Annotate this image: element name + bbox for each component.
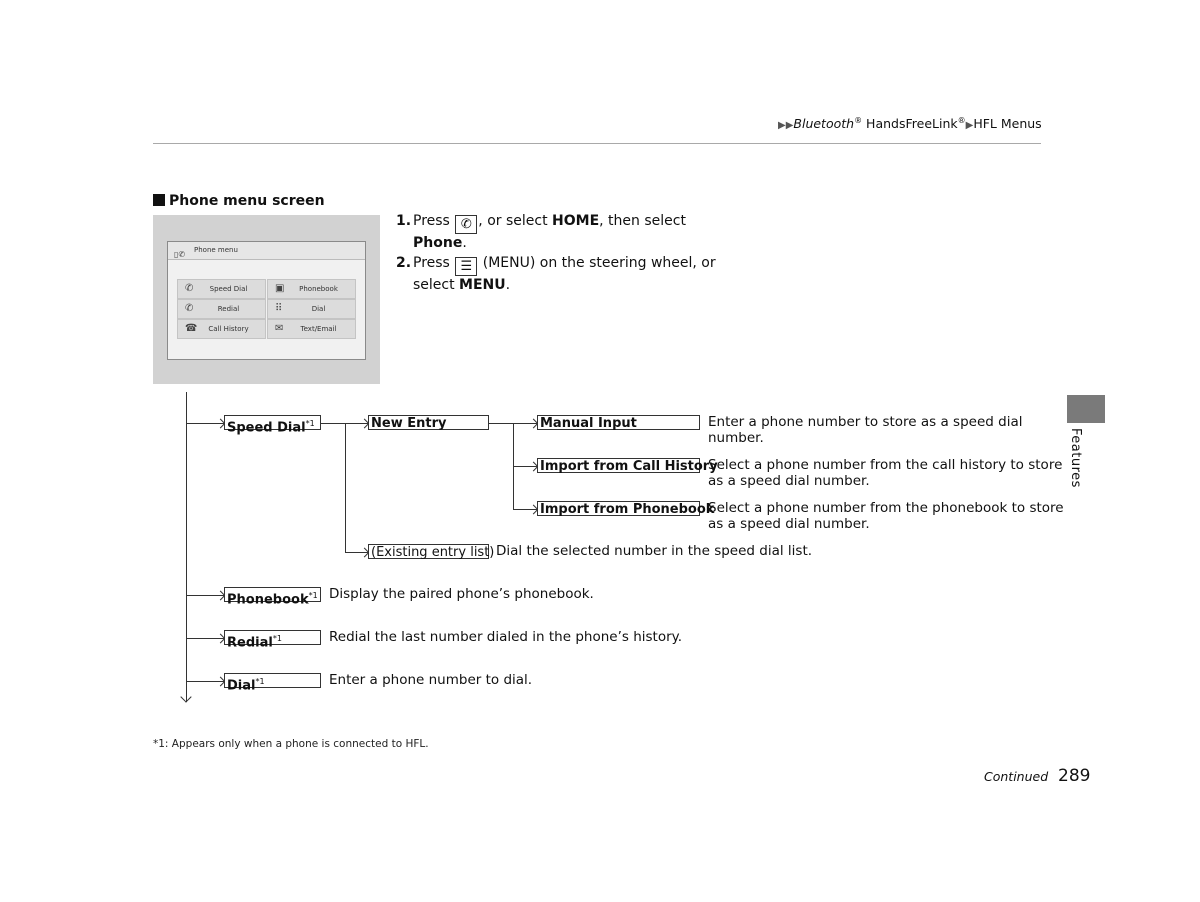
import-phonebook-description: Select a phone number from the phonebook to store as a speed dial number. [708, 500, 1064, 532]
keypad-icon: ⠿ [275, 303, 283, 314]
screen-button-dial: ⠿ Dial [267, 299, 356, 319]
screen-button-call-history: ☎ Call History [177, 319, 266, 339]
tree-trunk-line [186, 392, 187, 702]
menu-item-redial: Redial$^{*1}$ [224, 630, 321, 645]
phone-button-icon: ✆ [455, 215, 477, 234]
envelope-icon: ✉ [275, 323, 284, 334]
instructions [396, 212, 716, 295]
menu-item-speed-dial: Speed Dial$^{*1}$ [224, 415, 321, 430]
manual-input-description: Enter a phone number to store as a speed dial number. [708, 414, 1023, 446]
arrow-down-icon [180, 691, 191, 702]
redial-icon: ✆ [185, 303, 194, 314]
page-number: 289 [1058, 766, 1091, 786]
phone-icon: ▯✆ [174, 250, 186, 259]
screen-button-phonebook: ▣ Phonebook [267, 279, 356, 299]
instruction-step-2: 2. Press ☰ (MENU) on the steering wheel, or select MENU. [396, 254, 716, 293]
screen-button-speed-dial: ✆ Speed Dial [177, 279, 266, 299]
triangle-right-icon: ▶ [965, 120, 974, 132]
instruction-step-1: 1. Press ✆ , or select HOME, then select Phone. [396, 213, 686, 251]
screen-button-text-email: ✉ Text/Email [267, 319, 356, 339]
menu-item-import-phonebook: Import from Phonebook [537, 501, 700, 516]
section-heading: Phone menu screen [153, 193, 325, 209]
continued-label: Continued [984, 769, 1049, 784]
phonebook-icon: ▣ [275, 283, 285, 294]
menu-item-new-entry: New Entry [368, 415, 489, 430]
screen-title-bar: ▯✆ Phone menu [168, 242, 365, 260]
dial-description: Enter a phone number to dial. [329, 672, 533, 688]
redial-description: Redial the last number dialed in the phone’s history. [329, 629, 682, 645]
speed-dial-icon: ✆ [185, 283, 194, 294]
square-bullet-icon [153, 194, 165, 206]
import-call-history-description: Select a phone number from the call history to store as a speed dial number. [708, 457, 1063, 489]
menu-item-dial: Dial$^{*1}$ [224, 673, 321, 688]
triangle-right-icon: ▶▶ [778, 120, 794, 132]
footnote: *1: Appears only when a phone is connected to HFL. [153, 738, 429, 750]
phone-menu-screen-image [153, 215, 380, 384]
side-tab-label: Features [1068, 428, 1083, 488]
phonebook-description: Display the paired phone’s phonebook. [329, 586, 594, 602]
screen-button-redial: ✆ Redial [177, 299, 266, 319]
menu-button-icon: ☰ [455, 257, 477, 276]
menu-item-manual-input: Manual Input [537, 415, 700, 430]
menu-item-phonebook: Phonebook$^{*1}$ [224, 587, 321, 602]
menu-item-import-call-history: Import from Call History [537, 458, 700, 473]
side-tab [1067, 395, 1105, 423]
branch-line [345, 423, 346, 553]
menu-item-existing-entry-list: (Existing entry list) [368, 544, 489, 559]
breadcrumb: ▶▶Bluetooth® HandsFreeLink®▶HFL Menus [778, 116, 1042, 132]
existing-entry-description: Dial the selected number in the speed dial list. [496, 543, 813, 559]
screen-display [167, 241, 366, 360]
call-history-icon: ☎ [185, 323, 198, 334]
header-divider [153, 143, 1041, 144]
